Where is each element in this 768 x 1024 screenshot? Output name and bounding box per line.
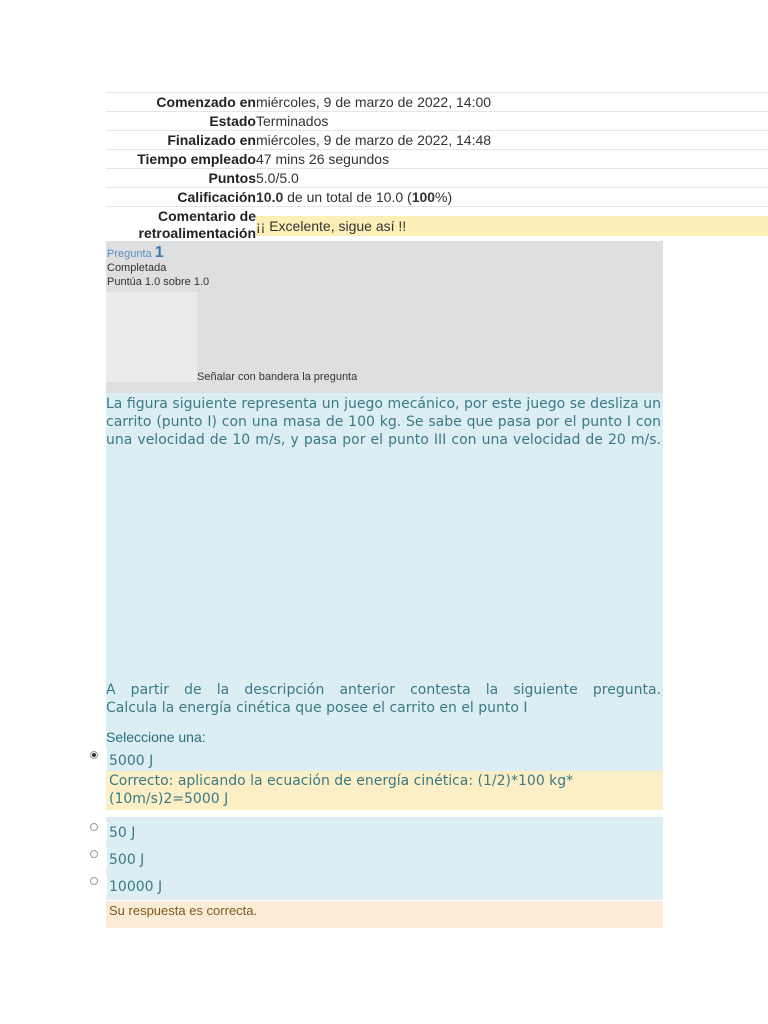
answer-option-label: 10000 J — [109, 879, 163, 895]
summary-label: Tiempo empleado — [137, 151, 256, 167]
summary-row-state — [106, 111, 768, 130]
attempt-summary-table — [106, 92, 768, 243]
question-text-intro: La figura siguiente representa un juego mecánico, por este juego se desliza un carrito (punto I) con una masa de 100 kg. Se sabe que pasa por el punto I con una velocidad de 10 m/s, y pasa por el punto III con una velocidad de 20 m/s. — [106, 396, 661, 448]
question-text-task — [106, 681, 661, 717]
answer-option[interactable] — [109, 825, 135, 841]
question-number-value: 1 — [154, 244, 164, 261]
answer-outcome: Su respuesta es correcta. — [106, 901, 663, 928]
question-info-panel — [106, 241, 663, 393]
summary-label: Puntos — [208, 170, 256, 186]
grade-mid: de un total de 10.0 ( — [283, 189, 412, 205]
radio-unselected[interactable] — [87, 848, 107, 868]
summary-row-time-taken — [106, 149, 768, 168]
answer-option-label: 5000 J — [109, 753, 154, 769]
flag-question-link[interactable]: Señalar con bandera la pregunta — [197, 371, 358, 383]
answer-option-label: 500 J — [109, 852, 145, 868]
answer-option[interactable] — [109, 852, 144, 868]
overall-feedback: ¡¡ Excelente, sigue así !! — [256, 216, 768, 236]
grade-tail: %) — [435, 189, 453, 205]
summary-value: 47 mins 26 segundos — [256, 151, 390, 167]
summary-label — [106, 208, 256, 242]
flag-area — [106, 292, 197, 382]
radio-unselected[interactable] — [87, 875, 107, 895]
question-prefix: Pregunta — [107, 248, 152, 260]
question-number — [107, 244, 164, 262]
radio-unselected[interactable] — [87, 821, 107, 841]
summary-row-started — [106, 92, 768, 111]
select-one-prompt: Seleccione una: — [106, 729, 206, 745]
question-text-task-line1: A partir de la descripción anterior contesta la siguiente pregunta. — [106, 682, 661, 698]
summary-value: 5.0/5.0 — [256, 170, 299, 186]
summary-value: miércoles, 9 de marzo de 2022, 14:48 — [256, 132, 492, 148]
feedback-label-line2: retroalimentación — [138, 225, 256, 241]
summary-row-grade — [106, 187, 768, 206]
summary-label: Estado — [209, 113, 256, 129]
answer-option[interactable] — [109, 879, 162, 895]
summary-value: miércoles, 9 de marzo de 2022, 14:00 — [256, 94, 492, 110]
summary-label: Finalizado en — [167, 132, 256, 148]
answer-option-label: 50 J — [109, 825, 136, 841]
summary-row-points — [106, 168, 768, 187]
feedback-label-line1: Comentario de — [157, 208, 256, 224]
question-grade: Puntúa 1.0 sobre 1.0 — [107, 276, 210, 288]
summary-value: Terminados — [256, 113, 329, 129]
summary-row-finished — [106, 130, 768, 149]
summary-row-feedback — [106, 206, 768, 243]
answer-option[interactable] — [109, 753, 153, 769]
question-text-task-line2: Calcula la energía cinética que posee el carrito en el punto I — [106, 700, 528, 716]
feedback-gap — [106, 810, 663, 817]
radio-selected[interactable] — [87, 749, 107, 769]
grade-value — [256, 189, 452, 205]
question-content — [106, 393, 663, 900]
summary-label: Calificación — [177, 189, 256, 205]
grade-score: 10.0 — [256, 189, 284, 205]
option-feedback: Correcto: aplicando la ecuación de energía cinética: (1/2)*100 kg*(10m/s)2=5000 J — [106, 771, 663, 810]
summary-label: Comenzado en — [156, 94, 256, 110]
question-state: Completada — [107, 262, 167, 274]
grade-percent: 100 — [411, 189, 436, 205]
